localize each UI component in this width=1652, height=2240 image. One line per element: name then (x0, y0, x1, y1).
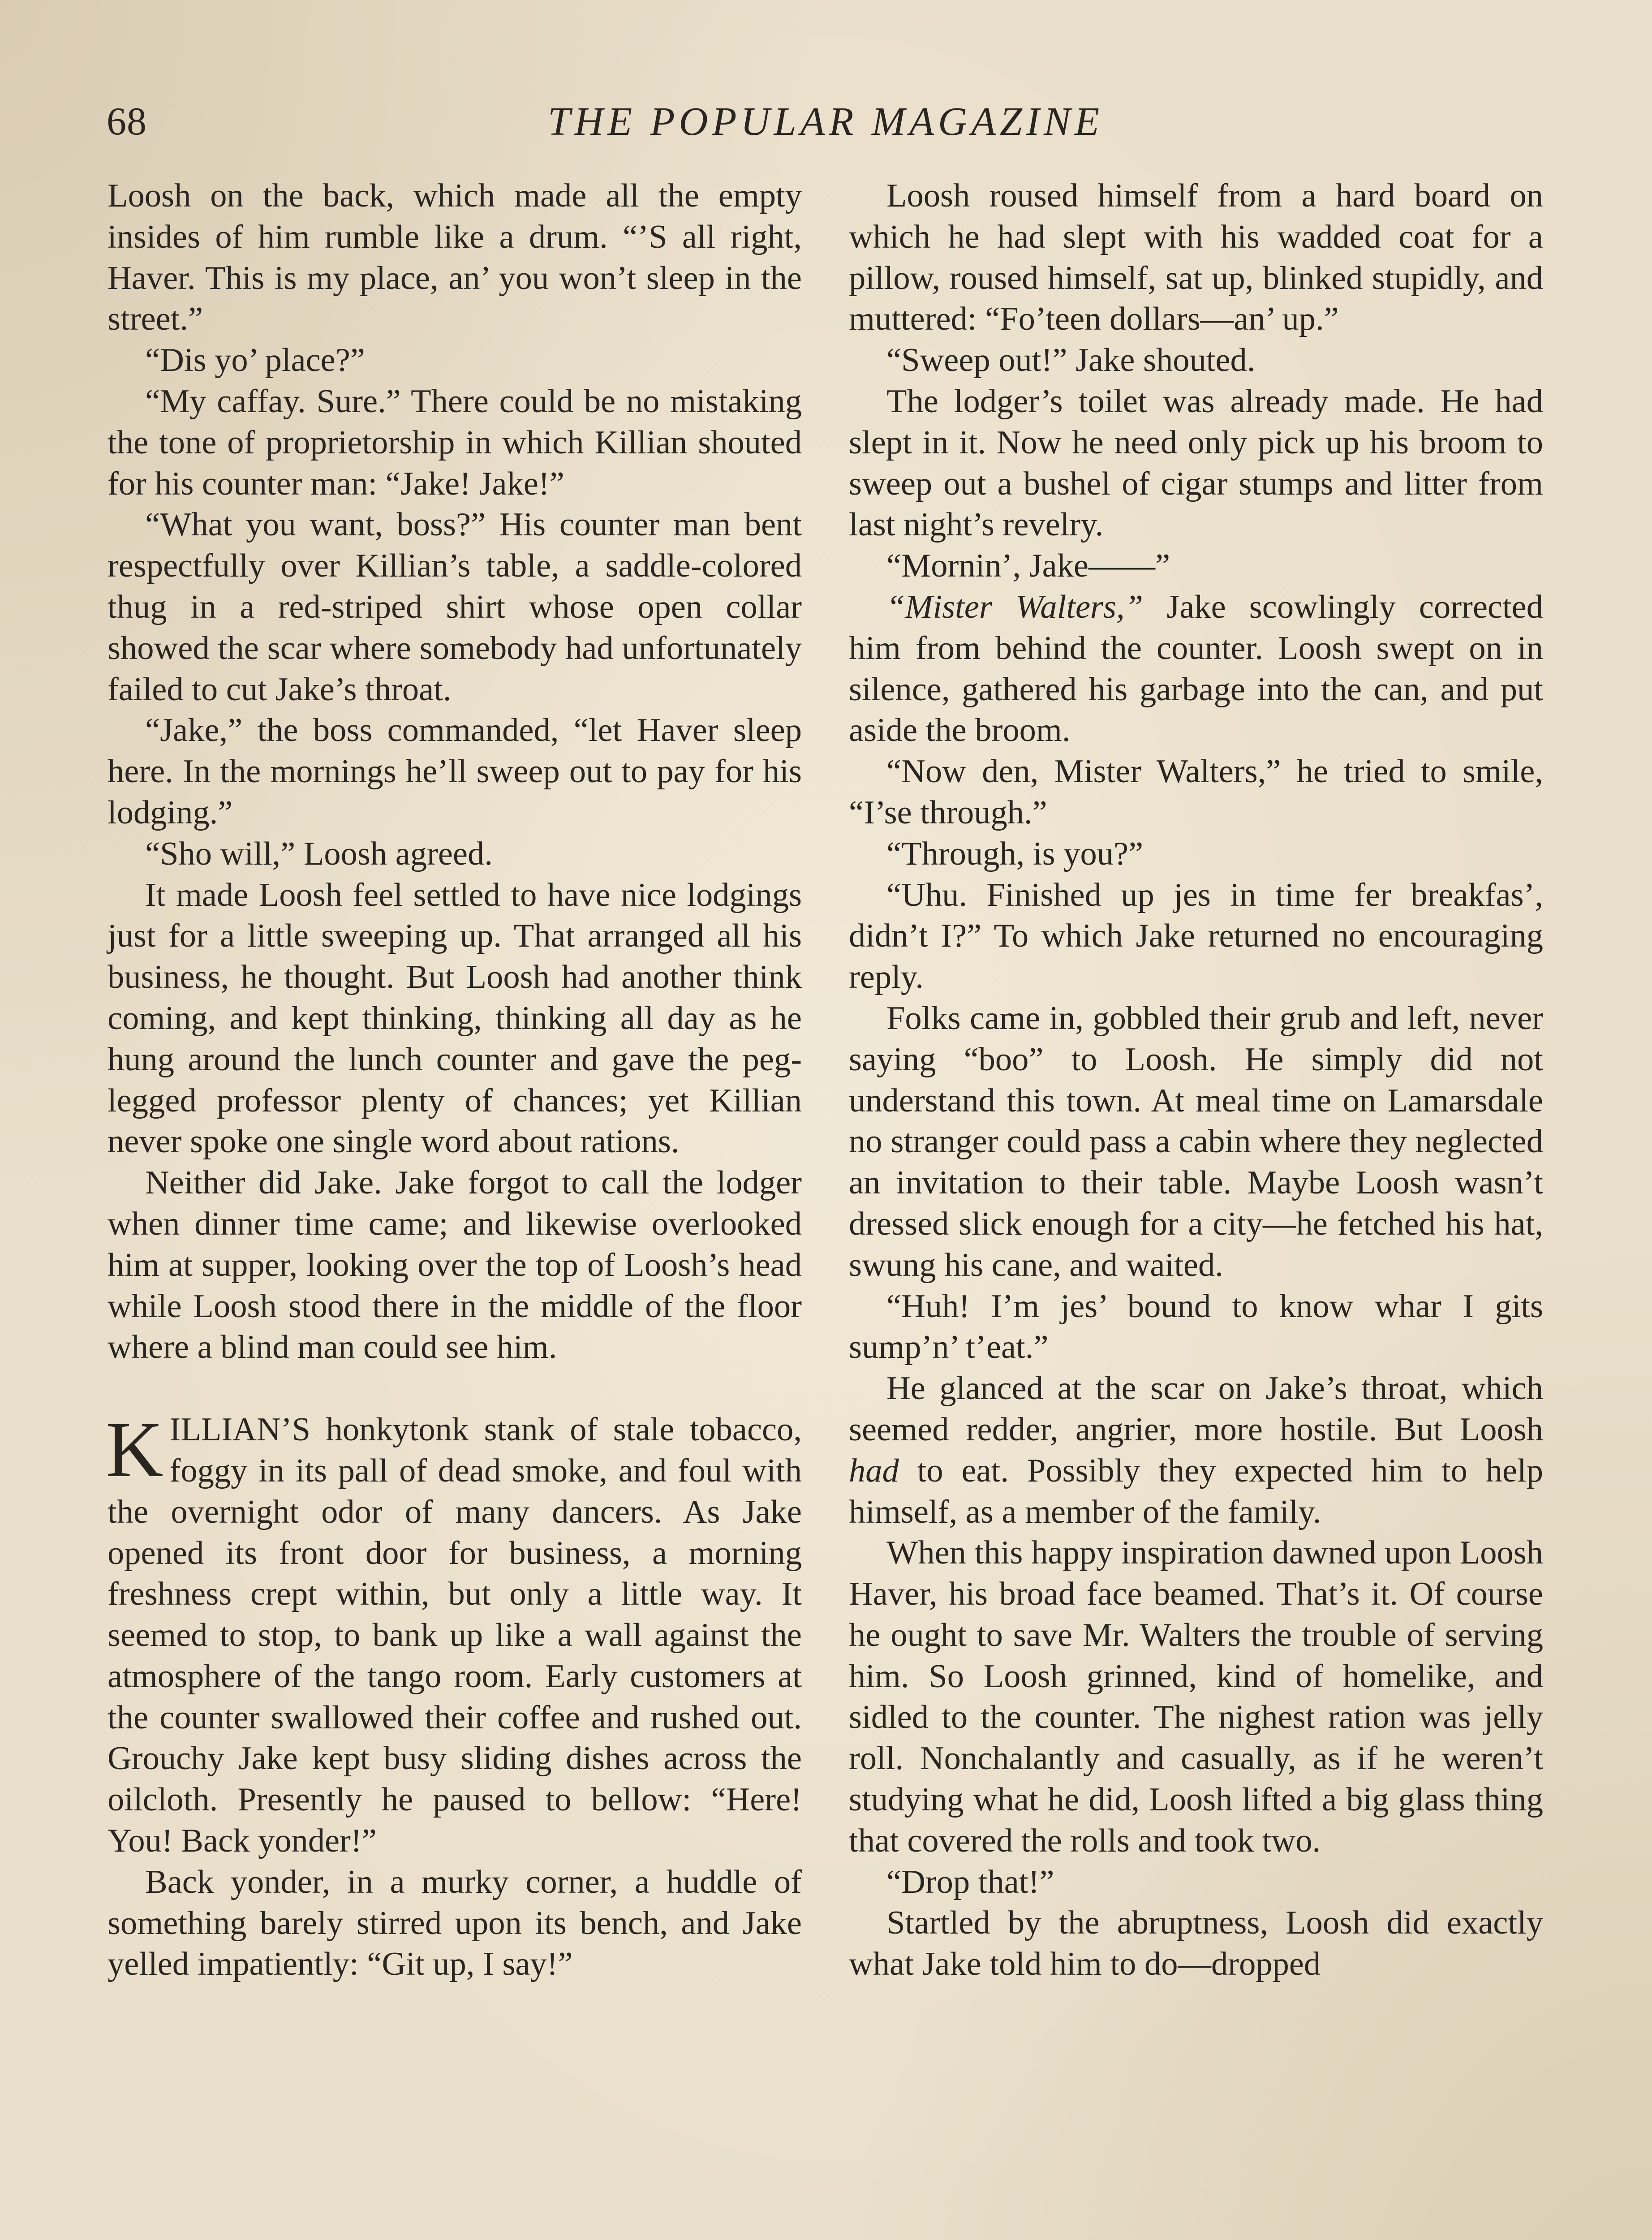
paragraph-text: ILLIAN’S honkytonk stank of stale tobacco, foggy in its pall of dead smoke, and foul with the overnight odor of many dancers. As Jake opened its front door for business, a morning freshness crept within, but only a little way. It seemed to stop, to bank up like a wall against the atmosphere of the tango room. Early customers at the counter swallowed their coffee and rushed out. Grouchy Jake kept busy sliding dishes across the oilcloth. Presently he paused to bellow: “Here! You! Back yonder!” (108, 1411, 802, 1860)
paragraph: Loosh on the back, which made all the empty insides of him rumble like a drum. “’S all right, Haver. This is my place, an’ you won’t sleep in the street.” (108, 177, 802, 338)
paragraph: “Sho will,” Loosh agreed. (145, 835, 493, 872)
right-column (849, 176, 1543, 1985)
magazine-title: THE POPULAR MAGAZINE (548, 99, 1103, 144)
left-column (108, 176, 802, 1985)
paragraph: “Drop that!” (886, 1863, 1054, 1900)
paragraph: “Sweep out!” Jake shouted. (886, 342, 1256, 379)
paragraph: “Through, is you?” (886, 835, 1144, 872)
paragraph: “Jake,” the boss commanded, “let Haver sleep here. In the mornings he’ll sweep out to pay for his lodging.” (108, 712, 802, 831)
paragraph-text: He glanced at the scar on Jake’s throat, which seemed redder, angrier, more hostile. But Loosh (849, 1370, 1543, 1448)
paragraph (849, 587, 1543, 751)
paragraph: “My caffay. Sure.” There could be no mistaking the tone of proprietorship in which Killian shouted for his counter man: “Jake! Jake!” (108, 383, 802, 502)
paragraph: Loosh roused himself from a hard board on which he had slept with his wadded coat for a pillow, roused himself, sat up, blinked stupidly, and muttered: “Fo’teen dollars—an’ up.” (849, 177, 1543, 338)
paragraph: It made Loosh feel settled to have nice lodgings just for a little sweeping up. That arranged all his business, he thought. But Loosh had another think coming, and kept thinking, thinking all day as he hung around the lunch counter and gave the peg-legged professor plenty of chances; yet Killian never spoke one single word about rations. (108, 876, 802, 1160)
paragraph: Folks came in, gobbled their grub and left, never saying “boo” to Loosh. He simply did not understand this town. At meal time on Lamarsdale no stranger could pass a cabin where they neglected an invitation to their table. Maybe Loosh wasn’t dressed slick enough for a city—he fetched his hat, swung his cane, and waited. (849, 999, 1543, 1284)
running-head (107, 95, 1544, 158)
paragraph: The lodger’s toilet was already made. He had slept in it. Now he need only pick up his broom to sweep out a bushel of cigar stumps and litter from last night’s revelry. (849, 383, 1543, 543)
paragraph: “Now den, Mister Walters,” he tried to smile, “I’se through.” (849, 753, 1543, 831)
paragraph: When this happy inspiration dawned upon Loosh Haver, his broad face beamed. That’s it. Of course he ought to save Mr. Walters the trouble of serving him. So Loosh grinned, kind of homelike, and sidled to the counter. The nighest ration was jelly roll. Nonchalantly and casually, as if he weren’t studying what he did, Loosh lifted a big glass thing that covered the rolls and took two. (849, 1534, 1543, 1859)
section-opening-paragraph (106, 1405, 802, 1862)
paragraph: Back yonder, in a murky corner, a huddle of something barely stirred upon its bench, and Jake yelled impatiently: “Git up, I say!” (108, 1863, 802, 1983)
page-number: 68 (107, 100, 147, 143)
paragraph (849, 1368, 1543, 1533)
paragraph: “Mornin’, Jake——” (886, 547, 1170, 585)
paragraph-text: to eat. Possibly they expected him to help himself, as a member of the family. (849, 1452, 1543, 1530)
paragraph: “Huh! I’m jes’ bound to know whar I gits sump’n’ t’eat.” (849, 1288, 1543, 1366)
drop-cap: K (106, 1405, 163, 1494)
paragraph: “Dis yo’ place?” (145, 342, 365, 379)
italic-text: had (849, 1452, 899, 1489)
italic-text: “Mister Walters,” (886, 588, 1144, 625)
paragraph: “Uhu. Finished up jes in time fer breakfas’, didn’t I?” To which Jake returned no encouraging reply. (849, 876, 1543, 996)
paragraph: Startled by the abruptness, Loosh did exactly what Jake told him to do—dropped (849, 1904, 1543, 1983)
paragraph: “What you want, boss?” His counter man bent respectfully over Killian’s table, a saddle-colored thug in a red-striped shirt whose open collar showed the scar where somebody had unfortunately failed to cut Jake’s throat. (108, 506, 802, 708)
paragraph-text: Jake scowlingly corrected him from behind the counter. Loosh swept on in silence, gathered his garbage into the can, and put aside the broom. (849, 588, 1544, 749)
paragraph: Neither did Jake. Jake forgot to call the lodger when dinner time came; and likewise overlooked him at supper, looking over the top of Loosh’s head while Loosh stood there in the middle of the floor where a blind man could see him. (108, 1164, 802, 1366)
